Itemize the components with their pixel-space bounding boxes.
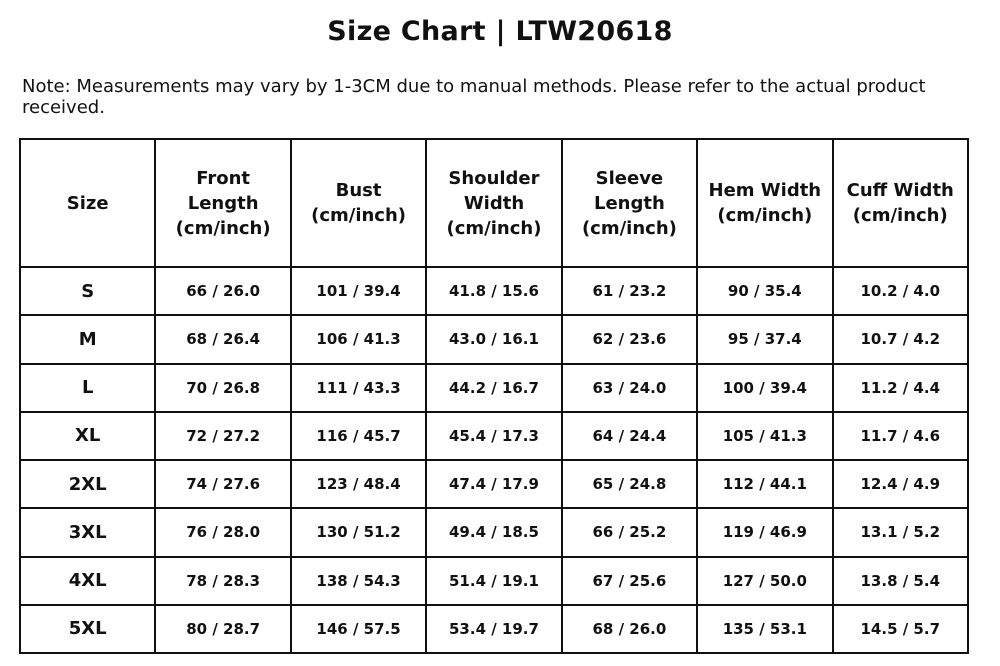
hem-width-cell: 135 / 53.1 xyxy=(697,605,832,653)
bust-cell: 138 / 54.3 xyxy=(291,557,426,605)
cuff-width-cell: 13.8 / 5.4 xyxy=(833,557,968,605)
sleeve-length-cell: 61 / 23.2 xyxy=(562,267,697,315)
hem-width-cell: 119 / 46.9 xyxy=(697,508,832,556)
bust-cell: 101 / 39.4 xyxy=(291,267,426,315)
table-row xyxy=(20,605,968,653)
front-length-cell: 72 / 27.2 xyxy=(155,412,290,460)
front-length-cell: 68 / 26.4 xyxy=(155,315,290,363)
size-cell: L xyxy=(20,364,155,412)
table-row xyxy=(20,508,968,556)
hem-width-cell: 90 / 35.4 xyxy=(697,267,832,315)
front-length-cell: 74 / 27.6 xyxy=(155,460,290,508)
size-cell: XL xyxy=(20,412,155,460)
sleeve-length-cell: 66 / 25.2 xyxy=(562,508,697,556)
size-cell: 5XL xyxy=(20,605,155,653)
front-length-cell: 78 / 28.3 xyxy=(155,557,290,605)
front-length-cell: 76 / 28.0 xyxy=(155,508,290,556)
bust-cell: 106 / 41.3 xyxy=(291,315,426,363)
hem-width-cell: 105 / 41.3 xyxy=(697,412,832,460)
shoulder-width-cell: 41.8 / 15.6 xyxy=(426,267,561,315)
cuff-width-cell: 14.5 / 5.7 xyxy=(833,605,968,653)
hem-width-cell: 100 / 39.4 xyxy=(697,364,832,412)
shoulder-width-cell: 49.4 / 18.5 xyxy=(426,508,561,556)
hem-width-cell: 127 / 50.0 xyxy=(697,557,832,605)
cuff-width-cell: 12.4 / 4.9 xyxy=(833,460,968,508)
table-row xyxy=(20,315,968,363)
shoulder-width-cell: 45.4 / 17.3 xyxy=(426,412,561,460)
bust-cell: 130 / 51.2 xyxy=(291,508,426,556)
table-header-row xyxy=(20,139,968,267)
header-cuff-width: Cuff Width (cm/inch) xyxy=(833,139,968,267)
hem-width-cell: 95 / 37.4 xyxy=(697,315,832,363)
header-hem-width: Hem Width (cm/inch) xyxy=(697,139,832,267)
header-bust: Bust (cm/inch) xyxy=(291,139,426,267)
front-length-cell: 66 / 26.0 xyxy=(155,267,290,315)
cuff-width-cell: 11.2 / 4.4 xyxy=(833,364,968,412)
size-cell: 3XL xyxy=(20,508,155,556)
bust-cell: 116 / 45.7 xyxy=(291,412,426,460)
header-size: Size xyxy=(20,139,155,267)
sleeve-length-cell: 63 / 24.0 xyxy=(562,364,697,412)
size-chart-table xyxy=(19,138,969,654)
measurement-note: Note: Measurements may vary by 1-3CM due to manual methods. Please refer to the actual product received. xyxy=(22,76,926,118)
front-length-cell: 80 / 28.7 xyxy=(155,605,290,653)
size-cell: M xyxy=(20,315,155,363)
shoulder-width-cell: 44.2 / 16.7 xyxy=(426,364,561,412)
sleeve-length-cell: 64 / 24.4 xyxy=(562,412,697,460)
header-sleeve-length: Sleeve Length (cm/inch) xyxy=(562,139,697,267)
cuff-width-cell: 10.7 / 4.2 xyxy=(833,315,968,363)
shoulder-width-cell: 43.0 / 16.1 xyxy=(426,315,561,363)
header-shoulder-width: Shoulder Width (cm/inch) xyxy=(426,139,561,267)
shoulder-width-cell: 51.4 / 19.1 xyxy=(426,557,561,605)
shoulder-width-cell: 47.4 / 17.9 xyxy=(426,460,561,508)
bust-cell: 146 / 57.5 xyxy=(291,605,426,653)
shoulder-width-cell: 53.4 / 19.7 xyxy=(426,605,561,653)
sleeve-length-cell: 68 / 26.0 xyxy=(562,605,697,653)
size-cell: S xyxy=(20,267,155,315)
sleeve-length-cell: 62 / 23.6 xyxy=(562,315,697,363)
hem-width-cell: 112 / 44.1 xyxy=(697,460,832,508)
bust-cell: 123 / 48.4 xyxy=(291,460,426,508)
size-cell: 4XL xyxy=(20,557,155,605)
cuff-width-cell: 13.1 / 5.2 xyxy=(833,508,968,556)
cuff-width-cell: 11.7 / 4.6 xyxy=(833,412,968,460)
sleeve-length-cell: 67 / 25.6 xyxy=(562,557,697,605)
size-cell: 2XL xyxy=(20,460,155,508)
front-length-cell: 70 / 26.8 xyxy=(155,364,290,412)
table-row xyxy=(20,364,968,412)
table-row xyxy=(20,557,968,605)
table-row xyxy=(20,412,968,460)
header-front-length: Front Length (cm/inch) xyxy=(155,139,290,267)
bust-cell: 111 / 43.3 xyxy=(291,364,426,412)
sleeve-length-cell: 65 / 24.8 xyxy=(562,460,697,508)
cuff-width-cell: 10.2 / 4.0 xyxy=(833,267,968,315)
table-row xyxy=(20,460,968,508)
page-title: Size Chart | LTW20618 xyxy=(327,16,673,47)
table-row xyxy=(20,267,968,315)
